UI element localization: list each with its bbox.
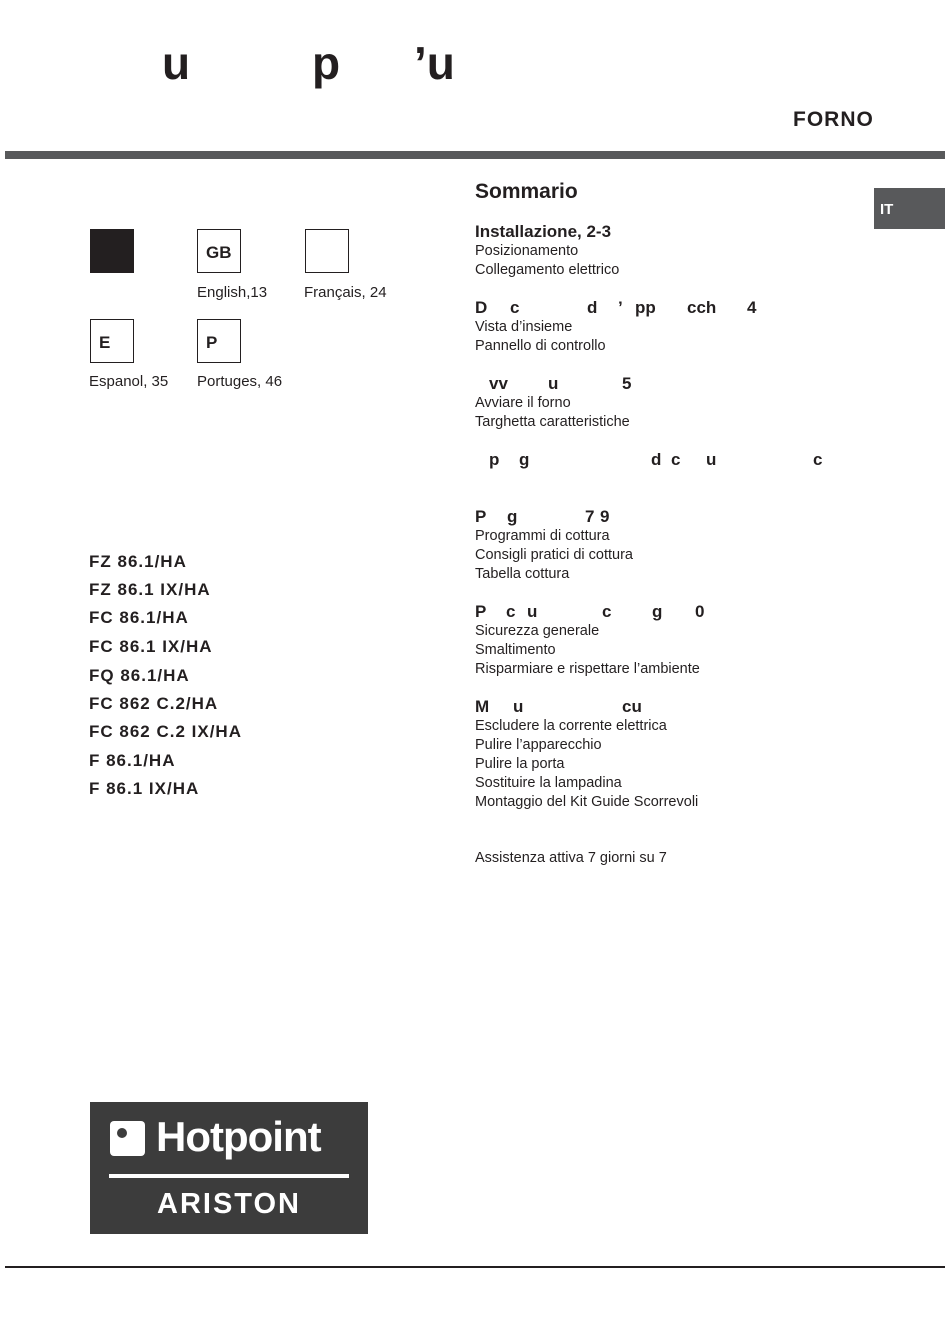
contents-title: Sommario <box>475 180 578 203</box>
language-caption-gb: English,13 <box>197 284 268 301</box>
language-caption-fr: Français, 24 <box>304 284 387 301</box>
section-item: Collegamento elettrico <box>475 262 620 278</box>
language-box-es: E <box>90 319 134 363</box>
language-caption-pt: Portuges, 46 <box>197 373 283 390</box>
language-box-fr <box>305 229 349 273</box>
product-category: FORNO <box>793 108 874 131</box>
section-item: Pulire la porta <box>475 756 565 772</box>
model-item: F 86.1 IX/HA <box>89 779 200 798</box>
contents-section <box>475 374 855 432</box>
title-fragment: u <box>162 37 191 89</box>
header-divider <box>5 151 945 159</box>
section-item: Pannello di controllo <box>475 338 606 354</box>
section-item: Consigli pratici di cottura <box>475 547 633 563</box>
language-box-it <box>90 229 134 273</box>
footer-divider <box>5 1266 945 1268</box>
model-item: FZ 86.1/HA <box>89 552 187 571</box>
section-item: Sicurezza generale <box>475 623 600 639</box>
brand-logo <box>90 1102 368 1234</box>
model-item: FC 86.1 IX/HA <box>89 637 213 656</box>
section-item: Montaggio del Kit Guide Scorrevoli <box>475 794 699 810</box>
logo-divider <box>109 1174 349 1178</box>
section-item: Smaltimento <box>475 642 556 658</box>
language-box-pt: P <box>197 319 241 363</box>
section-item: Tabella cottura <box>475 566 570 582</box>
section-heading: P c u c g 0 <box>475 602 705 621</box>
model-item: FZ 86.1 IX/HA <box>89 580 211 599</box>
section-item: Risparmiare e rispettare l’ambiente <box>475 661 700 677</box>
section-item: Pulire l’apparecchio <box>475 737 602 753</box>
section-heading: D c d ’ pp cch 4 <box>475 298 757 317</box>
logo-mark-icon <box>110 1121 145 1156</box>
section-heading: vv u 5 <box>489 374 632 393</box>
section-item: Escludere la corrente elettrica <box>475 718 667 734</box>
model-item: F 86.1/HA <box>89 751 176 770</box>
language-caption-es: Espanol, 35 <box>89 373 169 390</box>
section-heading: M u cu <box>475 697 642 716</box>
model-item: FQ 86.1/HA <box>89 666 190 685</box>
section-heading: Installazione, 2-3 <box>475 222 612 241</box>
model-item: FC 862 C.2/HA <box>89 694 219 713</box>
section-item: Programmi di cottura <box>475 528 610 544</box>
contents-section <box>475 298 855 356</box>
contents-section <box>475 697 855 812</box>
logo-brand-sub: ARISTON <box>157 1188 301 1220</box>
support-note: Assistenza attiva 7 giorni su 7 <box>475 850 667 866</box>
section-item: Vista d’insieme <box>475 319 573 335</box>
contents-section <box>475 450 855 470</box>
title-fragment: p <box>312 37 341 89</box>
language-box-gb: GB <box>197 229 241 273</box>
model-item: FC 86.1/HA <box>89 608 189 627</box>
section-item: Sostituire la lampadina <box>475 775 622 791</box>
title-fragment: ’u <box>414 37 455 89</box>
contents-section <box>475 222 855 280</box>
model-item: FC 862 C.2 IX/HA <box>89 722 242 741</box>
section-item: Posizionamento <box>475 243 579 259</box>
section-heading: P g 7 9 <box>475 507 610 526</box>
contents-section <box>475 602 855 679</box>
section-heading: p g d c u c <box>489 450 823 469</box>
logo-brand-name: Hotpoint <box>156 1113 321 1160</box>
section-item: Targhetta caratteristiche <box>475 414 630 430</box>
contents-section <box>475 507 855 584</box>
language-tab: IT <box>874 188 945 229</box>
section-item: Avviare il forno <box>475 395 571 411</box>
